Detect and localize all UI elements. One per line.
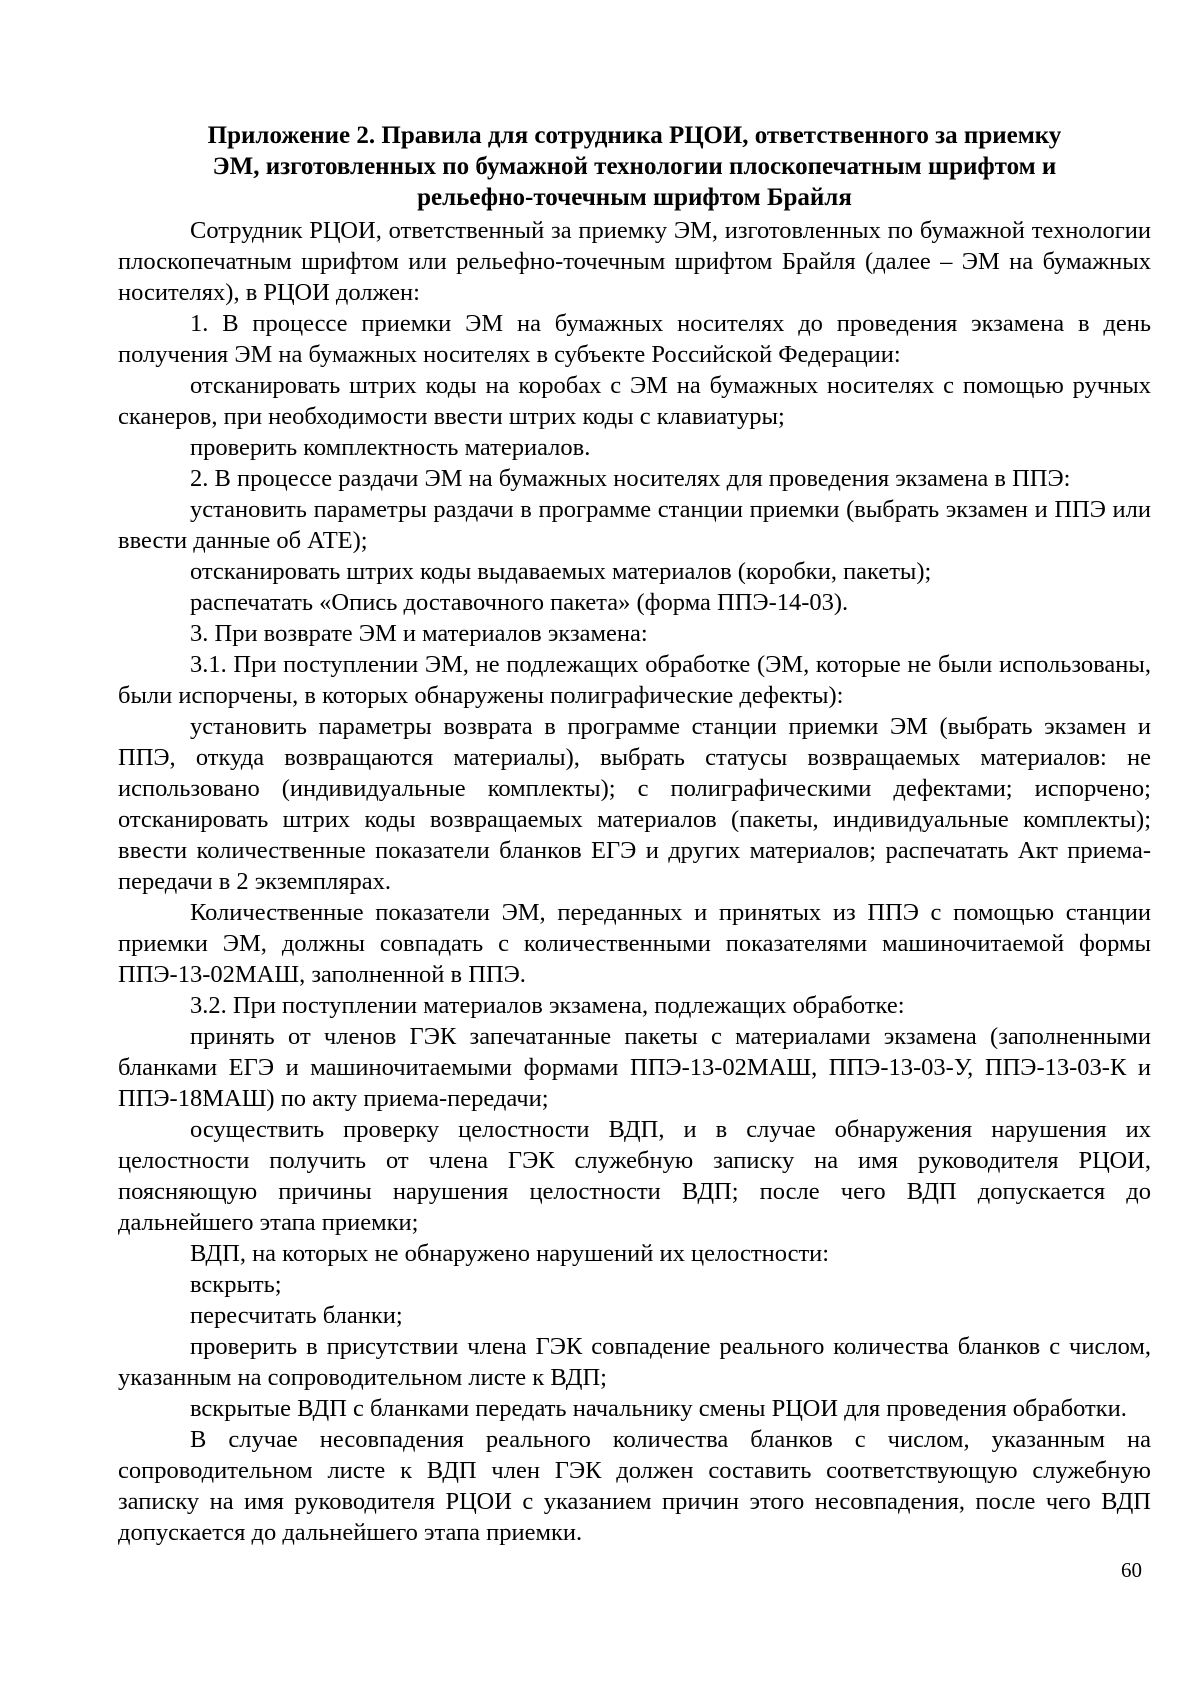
- paragraph-step-3: 3. При возврате ЭМ и материалов экзамена:: [190, 620, 648, 647]
- paragraph-intro: Сотрудник РЦОИ, ответственный за приемку ЭМ, изготовленных по бумажной технологии плоскопечатным шрифтом или рельефно-точечным шрифтом Брайля (далее – ЭМ на бумажных носителях), в РЦОИ должен:: [118, 217, 1151, 306]
- paragraph-mismatch: В случае несовпадения реального количества бланков с числом, указанным на сопроводительном листе к ВДП член ГЭК должен составить соответствующую служебную записку на имя руководителя РЦОИ с указанием причин этого несовпадения, после чего ВДП допускается до дальнейшего этапа приемки.: [118, 1426, 1151, 1546]
- title-line-3: рельефно-точечным шрифтом Брайля: [417, 184, 852, 211]
- paragraph-recount: пересчитать бланки;: [190, 1302, 403, 1329]
- paragraph-check-integrity: осуществить проверку целостности ВДП, и в случае обнаружения нарушения их целостности получить от члена ГЭК служебную записку на имя руководителя РЦОИ, поясняющую причины нарушения целостности ВДП; после чего ВДП допускается до дальнейшего этапа приемки;: [118, 1116, 1151, 1236]
- paragraph-step-1: 1. В процессе приемки ЭМ на бумажных носителях до проведения экзамена в день получения ЭМ на бумажных носителях в субъекте Российской Федерации:: [118, 310, 1151, 368]
- paragraph-scan-issued: отсканировать штрих коды выдаваемых материалов (коробки, пакеты);: [190, 558, 932, 585]
- paragraph-open: вскрыть;: [190, 1271, 282, 1298]
- paragraph-accept-packages: принять от членов ГЭК запечатанные пакеты с материалами экзамена (заполненными бланками ЕГЭ и машиночитаемыми формами ППЭ-13-02МАШ, ППЭ-13-03-У, ППЭ-13-03-К и ППЭ-18МАШ) по акту приема-передачи;: [118, 1023, 1151, 1112]
- document-page: [118, 120, 1151, 1548]
- paragraph-check-completeness: проверить комплектность материалов.: [190, 434, 591, 461]
- paragraph-step-3-1: 3.1. При поступлении ЭМ, не подлежащих обработке (ЭМ, которые не были использованы, были испорчены, в которых обнаружены полиграфические дефекты):: [118, 651, 1151, 709]
- title-line-1: Приложение 2. Правила для сотрудника РЦОИ, ответственного за приемку: [207, 122, 1062, 149]
- paragraph-intact-vdp: ВДП, на которых не обнаружено нарушений их целостности:: [190, 1240, 830, 1267]
- paragraph-set-return: установить параметры возврата в программе станции приемки ЭМ (выбрать экзамен и ППЭ, откуда возвращаются материалы), выбрать статусы возвращаемых материалов: не использовано (индивидуальные комплекты); с полиграфическими дефектами; испорчено; отсканировать штрих коды возвращаемых материалов (пакеты, индивидуальные комплекты); ввести количественные показатели бланков ЕГЭ и других материалов; распечатать Акт приема-передачи в 2 экземплярах.: [118, 713, 1151, 895]
- paragraph-step-3-2: 3.2. При поступлении материалов экзамена, подлежащих обработке:: [190, 992, 905, 1019]
- document-title: [118, 120, 1151, 213]
- paragraph-step-2: 2. В процессе раздачи ЭМ на бумажных носителях для проведения экзамена в ППЭ:: [190, 465, 1071, 492]
- paragraph-hand-over: вскрытые ВДП с бланками передать начальнику смены РЦОИ для проведения обработки.: [190, 1395, 1127, 1422]
- paragraph-set-distribution: установить параметры раздачи в программе станции приемки (выбрать экзамен и ППЭ или ввести данные об АТЕ);: [118, 496, 1151, 554]
- paragraph-verify-count: проверить в присутствии члена ГЭК совпадение реального количества бланков с числом, указанным на сопроводительном листе к ВДП;: [118, 1333, 1151, 1391]
- paragraph-scan-boxes: отсканировать штрих коды на коробах с ЭМ на бумажных носителях с помощью ручных сканеров, при необходимости ввести штрих коды с клавиатуры;: [118, 372, 1151, 430]
- paragraph-print-inventory: распечатать «Опись доставочного пакета» (форма ППЭ-14-03).: [190, 589, 849, 616]
- paragraph-quantitative-indicators: Количественные показатели ЭМ, переданных и принятых из ППЭ с помощью станции приемки ЭМ, должны совпадать с количественными показателями машиночитаемой формы ППЭ-13-02МАШ, заполненной в ППЭ.: [118, 899, 1151, 988]
- page-number: 60: [1121, 1558, 1142, 1582]
- title-line-2: ЭМ, изготовленных по бумажной технологии плоскопечатным шрифтом и: [212, 153, 1057, 180]
